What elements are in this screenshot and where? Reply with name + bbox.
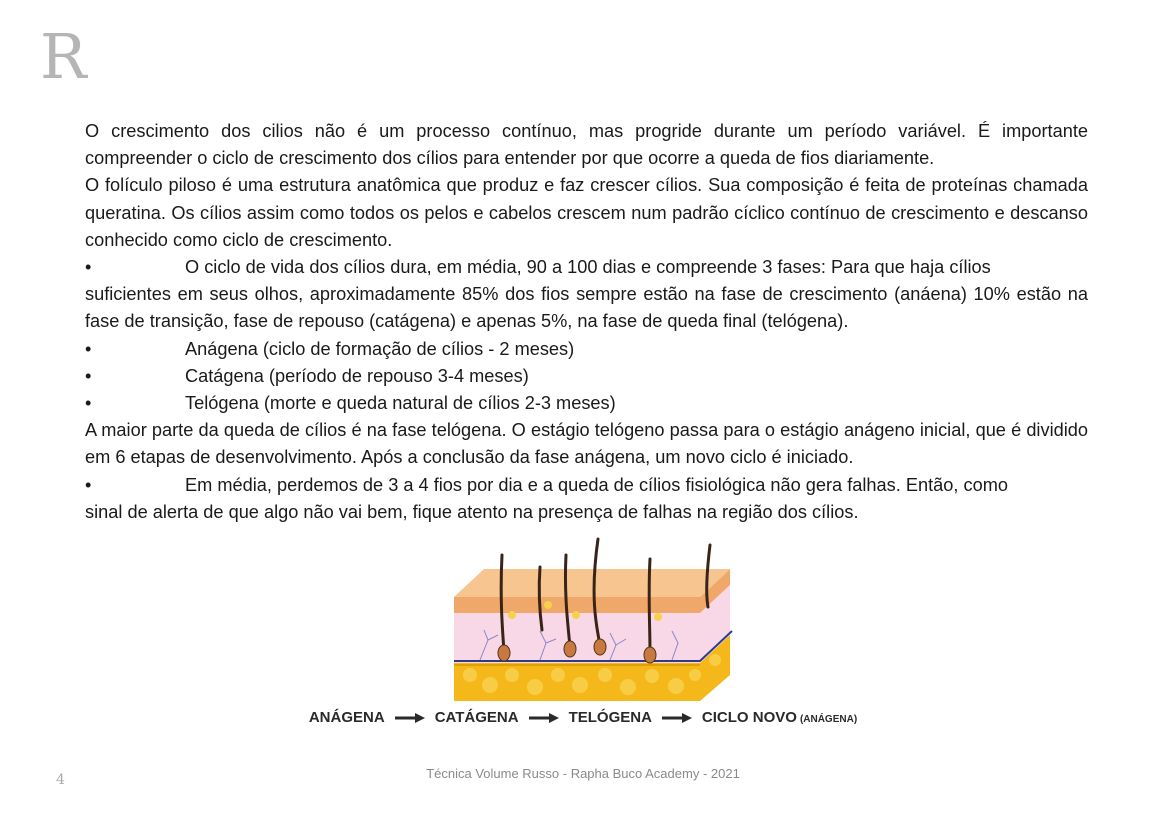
page-number: 4 xyxy=(56,772,65,788)
footer-text: Técnica Volume Russo - Rapha Buco Academy - 2021 xyxy=(426,766,740,781)
phase-anagena: ANÁGENA xyxy=(308,709,385,726)
bullet-item xyxy=(85,363,1088,390)
bullet-text: Telógena (morte e queda natural de cílios 2-3 meses) xyxy=(185,393,616,414)
bullet-continuation: sinal de alerta de que algo não vai bem, fique atento na presença de falhas na região dos cílios. xyxy=(85,501,859,522)
bullet-item xyxy=(85,390,1088,417)
bullet-symbol: • xyxy=(85,338,92,359)
bullet-item xyxy=(85,254,1088,281)
bullet-item xyxy=(85,472,1088,499)
svg-text:R: R xyxy=(40,24,87,84)
phase-ciclo-novo xyxy=(702,709,857,726)
paragraph-2: O folículo piloso é uma estrutura anatômica que produz e faz crescer cílios. Sua composição é feita de proteínas chamada queratina. Os cílios assim como todos os pelos e cabelos crescem num padrão cíclico contínuo de crescimento e descanso conhecido como ciclo de crescimento. xyxy=(85,175,1088,250)
hair-follicle-illustration xyxy=(440,535,740,703)
bullet-text: Catágena (período de repouso 3-4 meses) xyxy=(185,365,529,386)
bullet-text: Em média, perdemos de 3 a 4 fios por dia e a queda de cílios fisiológica não gera falhas. Então, como xyxy=(185,474,1008,495)
right-arrow-icon xyxy=(529,712,559,724)
right-arrow-icon xyxy=(395,712,425,724)
bullet-symbol: • xyxy=(85,474,92,495)
paragraph-3: A maior parte da queda de cílios é na fase telógena. O estágio telógeno passa para o estágio anágeno inicial, que é dividido em 6 etapas de desenvolvimento. Após a conclusão da fase anágena, um novo ciclo é iniciado. xyxy=(85,420,1088,468)
bullet-text: O ciclo de vida dos cílios dura, em média, 90 a 100 dias e compreende 3 fases: Para que haja cílios xyxy=(185,257,991,278)
bullet-symbol: • xyxy=(85,257,92,278)
bullet-text: Anágena (ciclo de formação de cílios - 2 meses) xyxy=(185,338,575,359)
right-arrow-icon xyxy=(662,712,692,724)
phase-ciclo-novo-label: CICLO NOVO xyxy=(701,709,797,726)
bullet-continuation: suficientes em seus olhos, aproximadamente 85% dos fios sempre estão na fase de crescimento (anáena) 10% estão na fase de transição, fase de repouso (catágena) e apenas 5%, na fase de queda final (telógena). xyxy=(85,284,1088,332)
phase-catagena: CATÁGENA xyxy=(434,709,519,726)
bullet-symbol: • xyxy=(85,393,92,414)
bullet-item xyxy=(85,336,1088,363)
skin-surface xyxy=(454,569,730,597)
body-text xyxy=(85,118,1088,526)
bullet-symbol: • xyxy=(85,365,92,386)
phase-ciclo-novo-note: (ANÁGENA) xyxy=(799,714,858,725)
phase-telogena: TELÓGENA xyxy=(568,709,652,726)
paragraph-1: O crescimento dos cilios não é um processo contínuo, mas progride durante um período variável. É importante compreender o ciclo de crescimento dos cílios para entender por que ocorre a queda de fios diariamente. xyxy=(85,121,1088,169)
brand-logo xyxy=(38,24,88,84)
phase-sequence xyxy=(0,709,1166,726)
